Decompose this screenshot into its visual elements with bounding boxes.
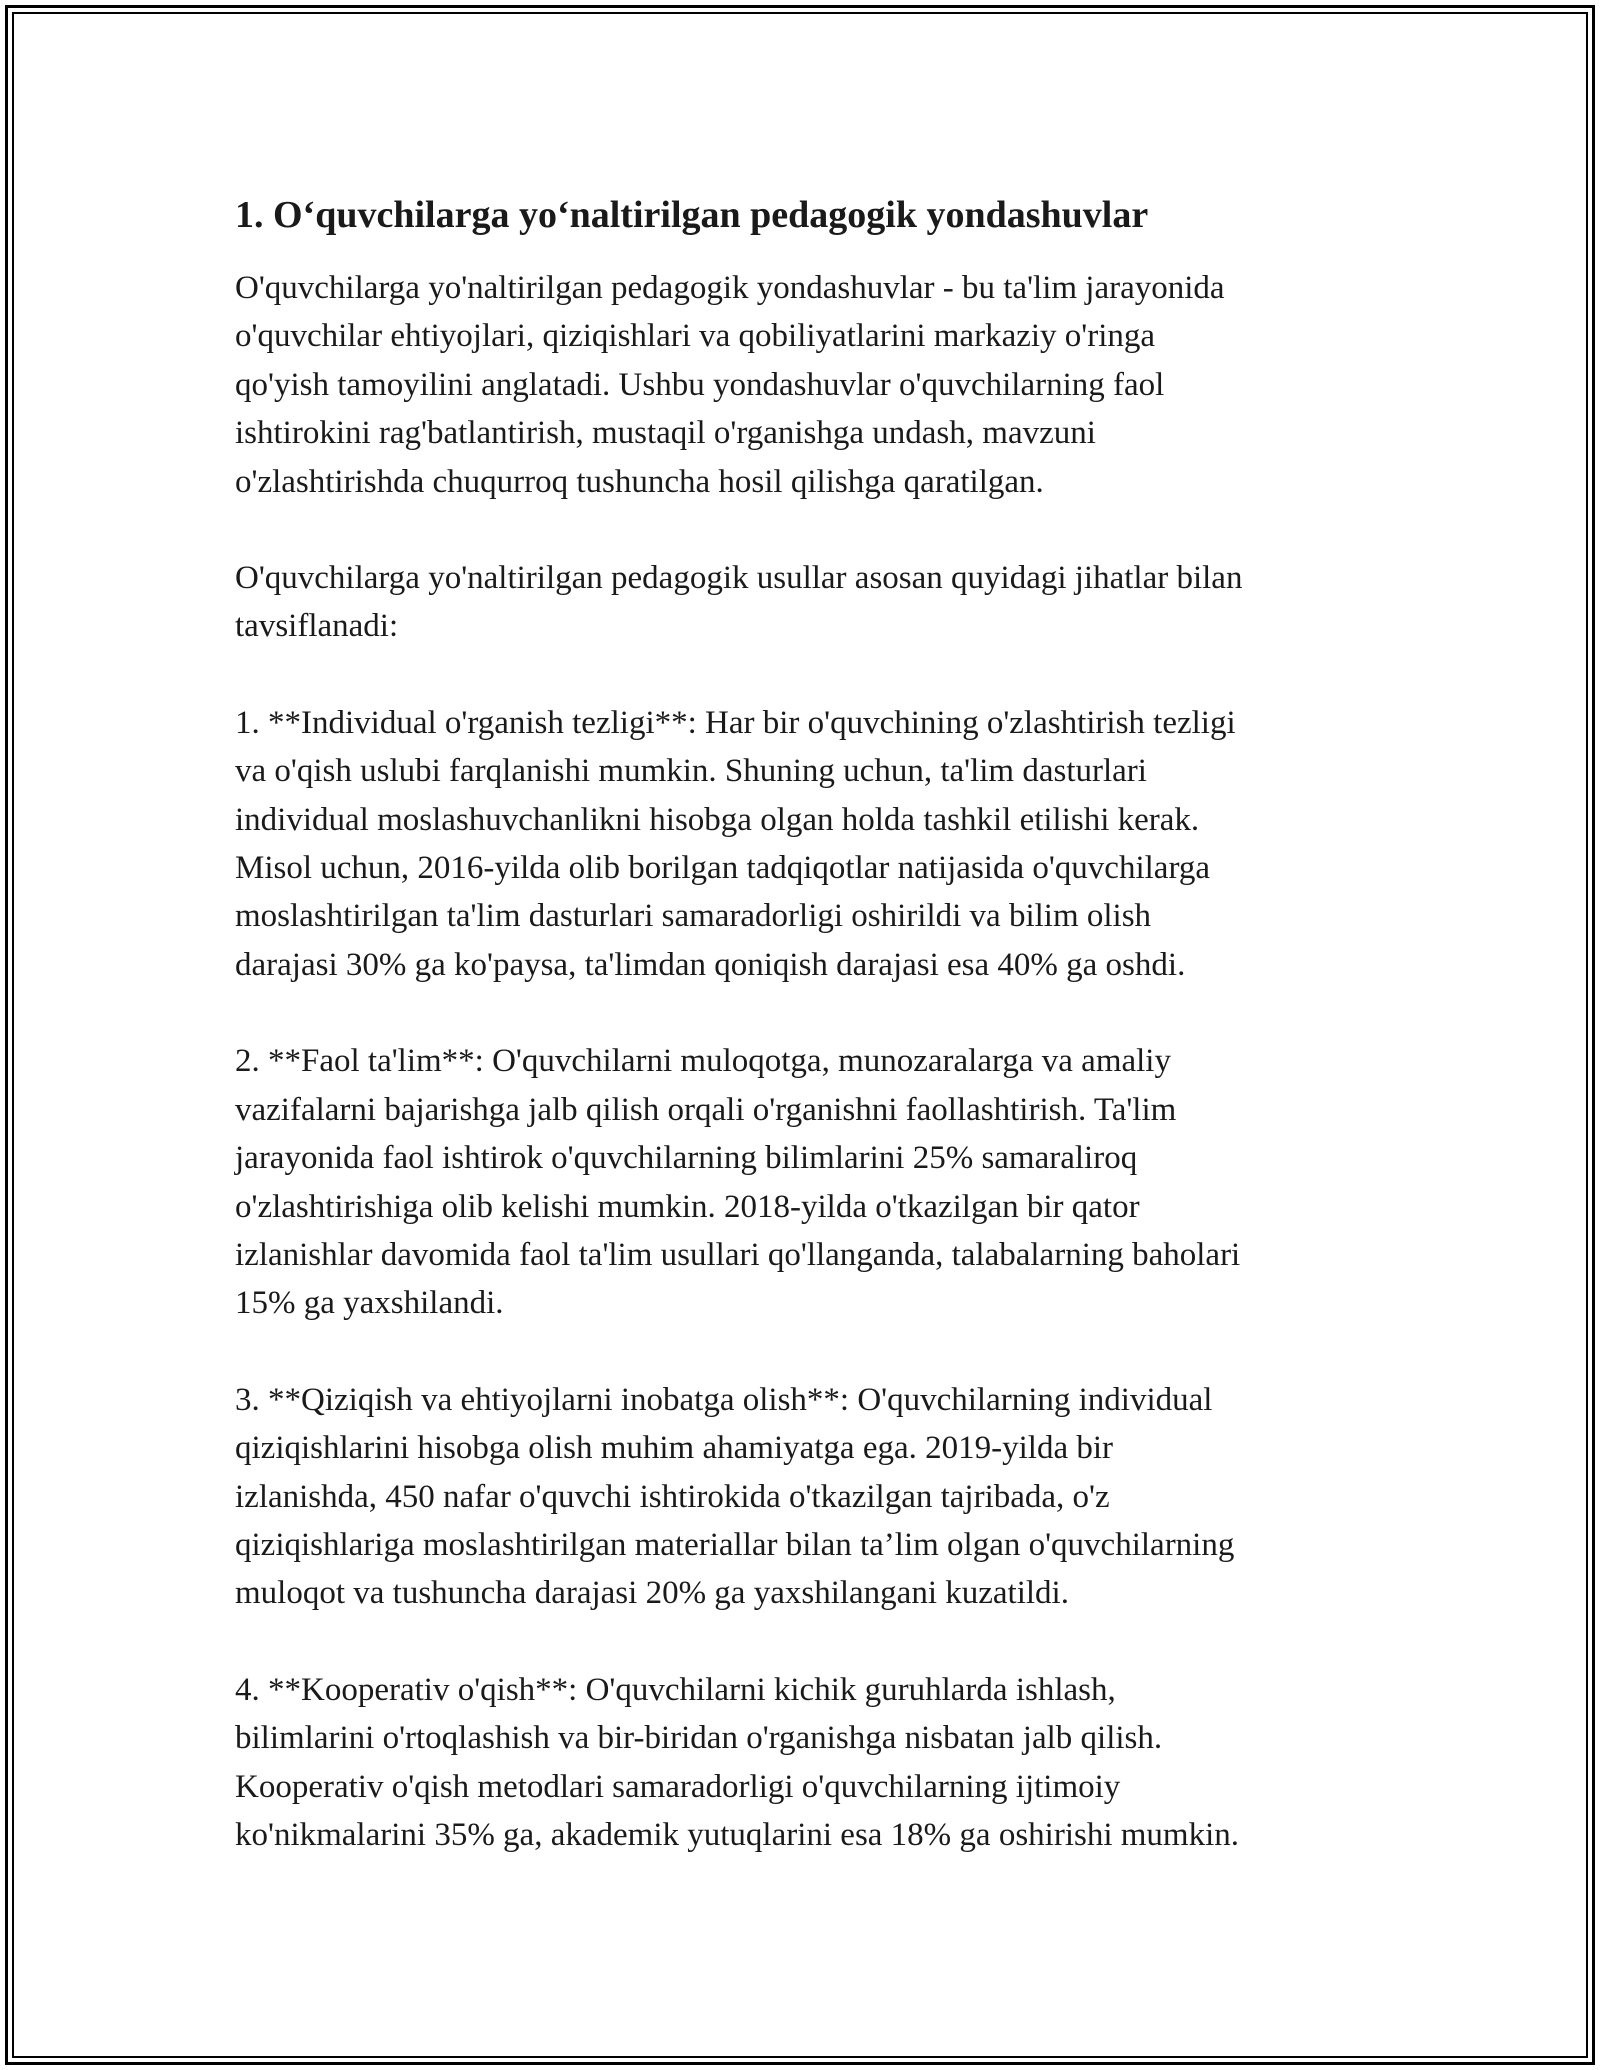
list-item-cooperative-learning: 4. **Kooperativ o'qish**: O'quvchilarni kichik guruhlarda ishlash, bilimlarini o'rtoqlashish va bir-biridan o'rganishga nisbatan jalb qilish. Kooperativ o'qish metodlari samaradorligi o'quvchilarning ijtimoiy ko'nikmalarini 35% ga, akademik yutuqlarini esa 18% ga oshirishi mumkin. (235, 1671, 1240, 1853)
document-body (235, 186, 1385, 1907)
document-title: 1. O‘quvchilarga yo‘naltirilgan pedagogik yondashuvlar (235, 194, 1149, 236)
list-item-active-learning: 2. **Faol ta'lim**: O'quvchilarni muloqotga, munozaralarga va amaliy vazifalarni bajarishga jalb qilish orqali o'rganishni faollashtirish. Ta'lim jarayonida faol ishtirok o'quvchilarning bilimlarini 25% samaraliroq o'zlashtirishiga olib kelishi mumkin. 2018-yilda o'tkazilgan bir qator izlanishlar davomida faol ta'lim usullari qo'llanganda, talabalarning baholari 15% ga yaxshilandi. (235, 1043, 1241, 1322)
list-item-interests-needs: 3. **Qiziqish va ehtiyojlarni inobatga olish**: O'quvchilarning individual qiziqishlarini hisobga olish muhim ahamiyatga ega. 2019-yilda bir izlanishda, 450 nafar o'quvchi ishtirokida o'tkazilgan tajribada, o'z qiziqishlariga moslashtirilgan materiallar bilan ta’lim olgan o'quvchilarning muloqot va tushuncha darajasi 20% ga yaxshilangani kuzatildi. (235, 1381, 1235, 1612)
list-item-individual-learning: 1. **Individual o'rganish tezligi**: Har bir o'quvchining o'zlashtirish tezligi va o'qish uslubi farqlanishi mumkin. Shuning uchun, ta'lim dasturlari individual moslashuvchanlikni hisobga olgan holda tashkil etilishi kerak. Misol uchun, 2016-yilda olib borilgan tadqiqotlar natijasida o'quvchilarga moslashtirilgan ta'lim dasturlari samaradorligi oshirildi va bilim olish darajasi 30% ga ko'paysa, ta'limdan qoniqish darajasi esa 40% ga oshdi. (235, 704, 1236, 983)
paragraph-lead-in: O'quvchilarga yo'naltirilgan pedagogik usullar asosan quyidagi jihatlar bilan tavsiflanadi: (235, 560, 1243, 645)
paragraph-intro: O'quvchilarga yo'naltirilgan pedagogik yondashuvlar - bu ta'lim jarayonida o'quvchilar ehtiyojlari, qiziqishlari va qobiliyatlarini markaziy o'ringa qo'yish tamoyilini anglatadi. Ushbu yondashuvlar o'quvchilarning faol ishtirokini rag'batlantirish, mustaqil o'rganishga undash, mavzuni o'zlashtirishda chuqurroq tushuncha hosil qilishga qaratilgan. (235, 270, 1225, 500)
